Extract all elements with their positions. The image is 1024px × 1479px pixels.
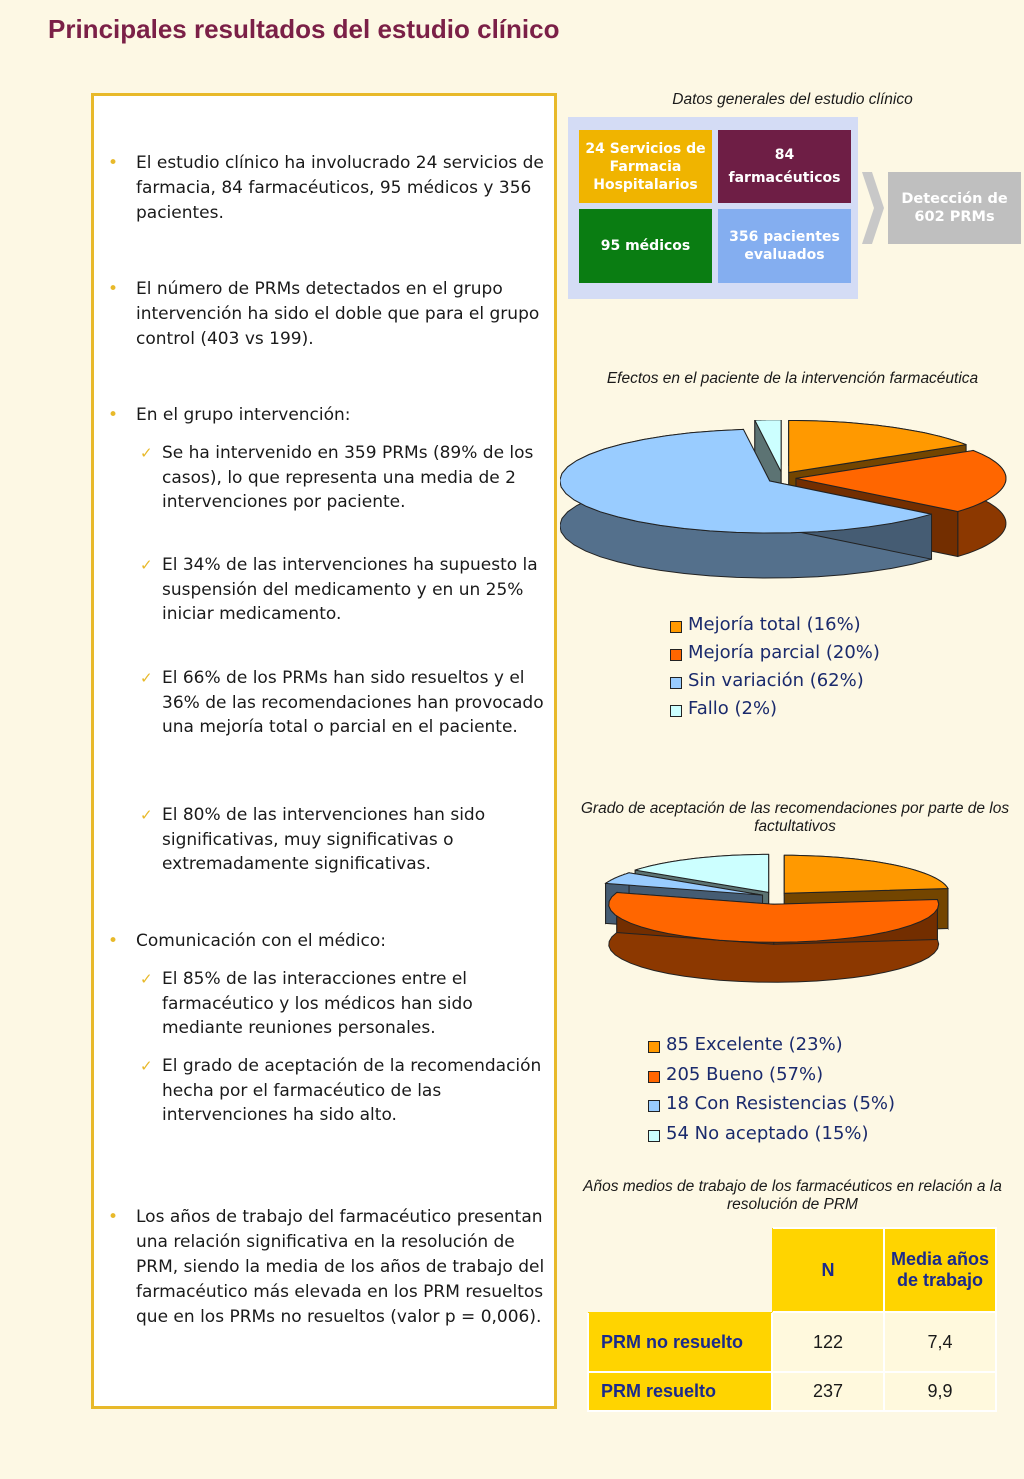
table-corner-cell (588, 1228, 772, 1312)
bullet-prms-detected: • El número de PRMs detectados en el grupo intervención ha sido el doble que para el grupo control (403 vs 199). (108, 279, 540, 349)
cell-media: 9,9 (884, 1372, 996, 1411)
sub-item: ✓ El 34% de las intervenciones ha supuesto la suspensión del medicamento y en un 25% iniciar medicamento. (140, 555, 538, 625)
check-icon: ✓ (140, 970, 153, 988)
bullet-dot-icon: • (108, 405, 119, 425)
findings-text-box (91, 93, 557, 1409)
row-label: PRM resuelto (588, 1372, 772, 1411)
chart-acceptance-caption: Grado de aceptación de las recomendaciones por parte de los factultativos (580, 800, 1010, 835)
table-header-n: N (772, 1228, 884, 1312)
check-icon: ✓ (140, 806, 153, 824)
legend-item: Sin variación (62%) (670, 669, 880, 697)
bullet-communication: • Comunicación con el médico: (108, 929, 548, 954)
stat-doctors: 95 médicos (579, 209, 712, 283)
bullet-intervention-group: • En el grupo intervención: (108, 403, 548, 428)
legend-swatch (670, 677, 682, 689)
check-icon: ✓ (140, 1057, 153, 1075)
legend-swatch (670, 705, 682, 717)
bullet-dot-icon: • (108, 931, 119, 951)
legend-item: 205 Bueno (57%) (648, 1063, 895, 1093)
general-data-caption: Datos generales del estudio clínico (672, 91, 913, 108)
cell-n: 122 (772, 1312, 884, 1372)
cell-n: 237 (772, 1372, 884, 1411)
prms-detected-box: Detección de 602 PRMs (888, 172, 1021, 244)
stat-patients: 356 pacientes evaluados (718, 209, 851, 283)
legend-swatch (670, 621, 682, 633)
sub-item: ✓ El 66% de los PRMs han sido resueltos y el 36% de las recomendaciones han provocado una mejoría total o parcial en el paciente. (140, 668, 544, 738)
table-header-media: Media años de trabajo (884, 1228, 996, 1312)
stat-pharmacists: 84 farmacéuticos (718, 130, 851, 203)
sub-item: ✓ El 80% de las intervenciones han sido significativas, muy significativas o extremadamente significativas. (140, 805, 486, 875)
bullet-work-years: • Los años de trabajo del farmacéutico presentan una relación significativa en la resolución de PRM, siendo la media de los años de trabajo del farmacéutico más elevada en los PRM resueltos que en los PRMs no resueltos (valor p = 0,006). (108, 1207, 545, 1327)
sub-item: ✓ Se ha intervenido en 359 PRMs (89% de los casos), lo que representa una media de 2 intervenciones por paciente. (140, 443, 534, 513)
bullet-dot-icon: • (108, 279, 119, 299)
general-data-panel (568, 117, 858, 299)
legend-item: 54 No aceptado (15%) (648, 1122, 895, 1152)
sub-item: ✓ El 85% de las interacciones entre el farmacéutico y los médicos han sido mediante reuniones personales. (140, 969, 473, 1039)
check-icon: ✓ (140, 556, 153, 574)
table-header-row (588, 1228, 996, 1312)
legend-swatch (648, 1100, 660, 1112)
bullet-participants: • El estudio clínico ha involucrado 24 servicios de farmacia, 84 farmacéuticos, 95 médicos y 356 pacientes. (108, 153, 544, 223)
table-row (588, 1372, 996, 1411)
legend-item: 85 Excelente (23%) (648, 1033, 895, 1063)
effects-pie-chart (560, 420, 1010, 585)
check-icon: ✓ (140, 669, 153, 687)
bullet-dot-icon: • (108, 153, 119, 173)
bullet-dot-icon: • (108, 1207, 119, 1227)
acceptance-legend (648, 1033, 895, 1151)
row-label: PRM no resuelto (588, 1312, 772, 1372)
cell-media: 7,4 (884, 1312, 996, 1372)
chart-effects-caption: Efectos en el paciente de la intervención farmacéutica (606, 370, 979, 387)
chevron-right-icon (862, 172, 884, 244)
legend-swatch (648, 1071, 660, 1083)
legend-swatch (648, 1041, 660, 1053)
sub-item: ✓ El grado de aceptación de la recomendación hecha por el farmacéutico de las intervenciones ha sido alto. (140, 1056, 542, 1126)
page-title: Principales resultados del estudio clínico (48, 14, 560, 44)
effects-legend (670, 613, 880, 725)
pie-slice-2 (609, 893, 939, 983)
work-years-table (587, 1227, 997, 1412)
legend-item: Fallo (2%) (670, 697, 880, 725)
table-row (588, 1312, 996, 1372)
check-icon: ✓ (140, 444, 153, 462)
legend-item: Mejoría parcial (20%) (670, 641, 880, 669)
legend-item: 18 Con Resistencias (5%) (648, 1092, 895, 1122)
legend-swatch (648, 1130, 660, 1142)
stat-pharmacy-services: 24 Servicios de Farmacia Hospitalarios (579, 130, 712, 203)
legend-item: Mejoría total (16%) (670, 613, 880, 641)
legend-swatch (670, 649, 682, 661)
acceptance-pie-chart (585, 850, 975, 985)
table-caption: Años medios de trabajo de los farmacéuticos en relación a la resolución de PRM (583, 1178, 1002, 1213)
